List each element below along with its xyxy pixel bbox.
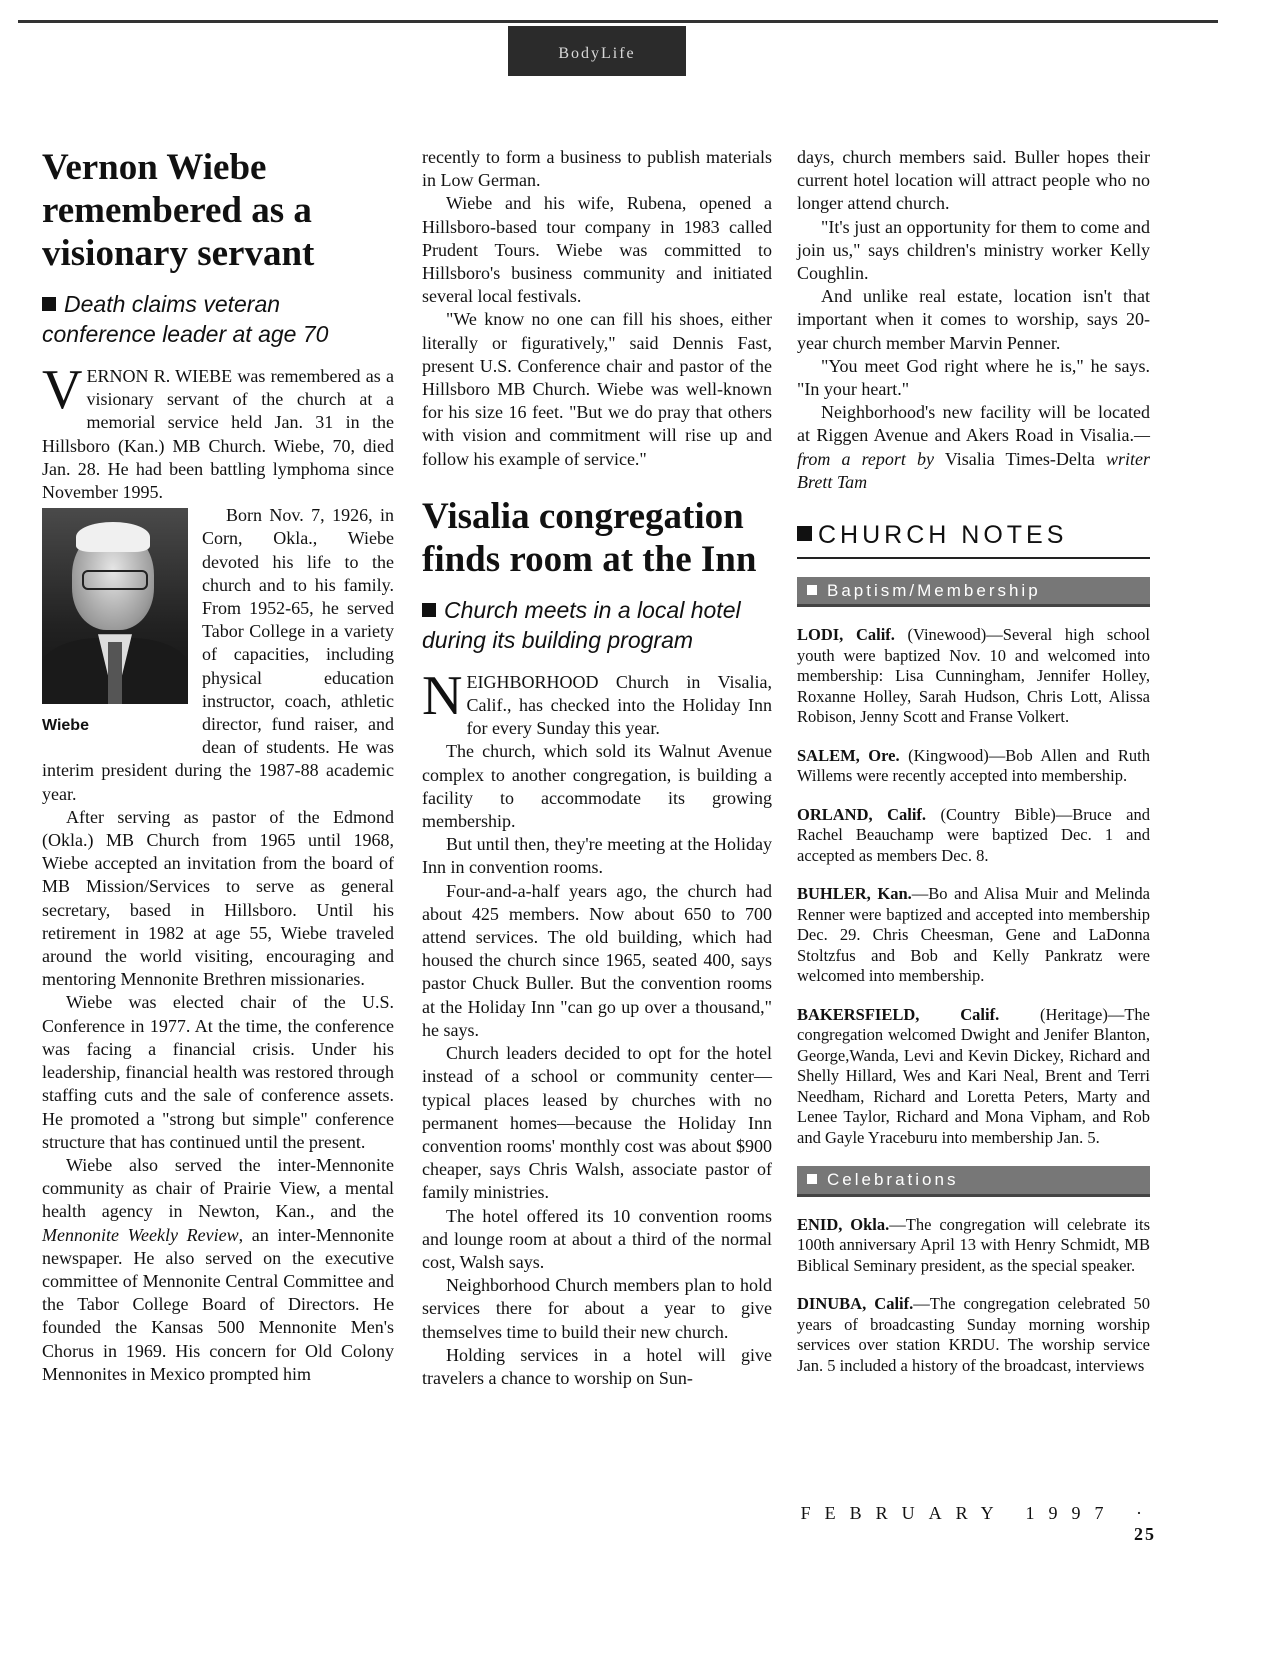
- article2-paragraph: Church leaders decided to opt for the hotel instead of a school or community center—typical places leased by churches with no permanent homes—because the Holiday Inn convention rooms' monthly cost was about $900 cheaper, says Chris Walsh, associate pastor of family ministries.: [422, 1043, 772, 1203]
- note-item: LODI, Calif. (Vinewood)—Several high school youth were baptized Nov. 10 and welcomed into membership: Lisa Cunningham, Jennifer Holley, Roxanne Holley, Sarah Hudson, Chris Lott, Alissa Robison, Jenny Scott and Franse Volkert.: [797, 625, 1150, 727]
- article1-lead: VERNON R. WIEBE was remembered as a visionary servant of the church at a memorial service held Jan. 31 in the Hillsboro (Kan.) MB Church. Wiebe, 70, died Jan. 28. He had been battling lymphoma since November 1995.: [42, 359, 394, 503]
- article1-deck: Death claims veteran conference leader at age 70: [42, 291, 329, 347]
- portrait-photo: [42, 508, 188, 704]
- article2-paragraph: Holding services in a hotel will give travelers a chance to worship on Sun-: [422, 1344, 772, 1388]
- bullet-square-icon: [797, 526, 812, 541]
- dropcap: V: [42, 359, 83, 421]
- article2-continued: "You meet God right where he is," he says. "In your heart.": [797, 355, 1150, 400]
- dropcap: N: [422, 664, 463, 727]
- article1-paragraph: Born Nov. 7, 1926, in Corn, Okla., Wiebe devoted his life to the church and to his family. From 1952-65, he served Tabor College in a variety of capacities, including physical education instructor, coach, athletic director, fund raiser, and dean of students. He was interim president during the 1987-88 academic year.: [42, 505, 394, 804]
- article1-paragraph: Wiebe was elected chair of the U.S. Conference in 1977. At the time, the conference was facing a financial crisis. Under his leadership, financial health was restored through staffing cuts and the sale of conference assets. He promoted a "strong but simple" conference structure that has continued until the present.: [42, 992, 394, 1152]
- article2-lead: NEIGHBORHOOD Church in Visalia, Calif., has checked into the Holiday Inn for every Sunday this year.: [422, 664, 772, 739]
- section-bar-baptism: Baptism/Membership: [797, 577, 1150, 607]
- bullet-square-icon: [807, 1174, 817, 1184]
- page-footer: FEBRUARY 1997 · 25: [800, 1503, 1156, 1544]
- article2-headline: Visalia congregation finds room at the Inn: [422, 495, 757, 580]
- article2-deck: Church meets in a local hotel during its building program: [422, 596, 741, 653]
- article1-paragraph: After serving as pastor of the Edmond (Okla.) MB Church from 1965 until 1968, Wiebe accepted an invitation from the board of MB Mission/Services to serve as general secretary, based in Hillsboro. Until his retirement in 1982 at age 55, Wiebe traveled around the world visiting, encouraging and mentoring Mennonite Brethren missionaries.: [42, 806, 394, 990]
- article1-headline: Vernon Wiebe remembered as a visionary servant: [42, 147, 315, 274]
- section-tab: BodyLife: [508, 26, 686, 76]
- section-bar-celebrations: Celebrations: [797, 1166, 1150, 1196]
- bullet-square-icon: [422, 603, 436, 617]
- note-item: SALEM, Ore. (Kingwood)—Bob Allen and Ruth Willems were recently accepted into membership.: [797, 745, 1150, 786]
- column-1: [42, 146, 394, 1386]
- article1-continued: recently to form a business to publish materials in Low German.: [422, 147, 772, 191]
- photo-caption: Wiebe: [42, 717, 89, 735]
- column-2: [422, 146, 772, 1390]
- column-3: [797, 146, 1150, 1394]
- photo-block: [42, 508, 190, 737]
- article2-paragraph: Neighborhood Church members plan to hold services there for about a year to give themselves time to build their new church.: [422, 1275, 772, 1342]
- article2-continued: "It's just an opportunity for them to come and join us," says children's ministry worker Kelly Coughlin.: [797, 216, 1150, 284]
- note-item: ORLAND, Calif. (Country Bible)—Bruce and Rachel Beauchamp were baptized Dec. 1 and accepted as members Dec. 8.: [797, 804, 1150, 865]
- article2-paragraph: The hotel offered its 10 convention rooms and lounge room at about a third of the normal cost, Walsh says.: [422, 1205, 772, 1272]
- note-item: DINUBA, Calif.—The congregation celebrated 50 years of broadcasting Sunday morning worship services over station KRDU. The worship service Jan. 5 included a history of the broadcast, interviews: [797, 1294, 1150, 1375]
- article2-paragraph: Four-and-a-half years ago, the church had about 425 members. Now about 650 to 700 attend services. The old building, which had housed the church since 1965, seated 400, says pastor Chuck Buller. But the convention rooms at the Holiday Inn "can go up over a thousand," he says.: [422, 880, 772, 1040]
- article1-paragraph: Wiebe also served the inter-Mennonite community as chair of Prairie View, a mental health agency in Newton, Kan., and the Mennonite Weekly Review, an inter-Mennonite newspaper. He also served on the executive committee of Mennonite Central Committee and the Tabor College Board of Directors. He founded the Kansas 500 Mennonite Men's Chorus in 1969. His concern for Old Colony Mennonites in Mexico prompted him: [42, 1154, 394, 1384]
- article1-continued: Wiebe and his wife, Rubena, opened a Hillsboro-based tour company in 1983 called Prudent Tours. Wiebe was committed to Hillsboro's business community and initiated several local festivals.: [422, 193, 772, 307]
- article1-continued: "We know no one can fill his shoes, either literally or figuratively," said Dennis Fast, present U.S. Conference chair and pastor of the Hillsboro MB Church. Wiebe was well-known for his size 16 feet. "But we do pray that others with vision and commitment will rise up and follow his example of service.": [422, 309, 772, 469]
- article2-paragraph: But until then, they're meeting at the Holiday Inn in convention rooms.: [422, 834, 772, 878]
- note-item: BAKERSFIELD, Calif. (Heritage)—The congregation welcomed Dwight and Jenifer Blanton, George,Wanda, Levi and Kevin Dickey, Richard and Shelly Hillard, Wes and Kari Neal, Brent and Terri Needham, Richard and Loretta Peters, Marty and Lenee Taylor, Richard and Mona Vipham, and Rob and Gayle Yraceburu into membership Jan. 5.: [797, 1004, 1150, 1147]
- church-notes-heading: CHURCH NOTES: [797, 524, 1150, 559]
- article2-paragraph: The church, which sold its Walnut Avenue complex to another congregation, is building a facility to accommodate its growing membership.: [422, 741, 772, 832]
- bullet-square-icon: [807, 585, 817, 595]
- article2-closing: Neighborhood's new facility will be located at Riggen Avenue and Akers Road in Visalia.—from a report by Visalia Times-Delta writer Brett Tam: [797, 402, 1150, 492]
- page-number: 25: [1134, 1524, 1156, 1544]
- article2-continued: And unlike real estate, location isn't that important when it comes to worship, says 20-year church member Marvin Penner.: [797, 286, 1150, 353]
- top-rule: [18, 20, 1218, 23]
- note-item: ENID, Okla.—The congregation will celebrate its 100th anniversary April 13 with Henry Schmidt, MB Biblical Seminary president, as the special speaker.: [797, 1214, 1150, 1275]
- article2-continued: days, church members said. Buller hopes their current hotel location will attract people who no longer attend church.: [797, 147, 1150, 214]
- note-item: BUHLER, Kan.—Bo and Alisa Muir and Melinda Renner were baptized and accepted into membership Dec. 29. Chris Cheesman, Gene and LaDonna Stoltzfus and Bob and Kelly Pankratz were welcomed into membership.: [797, 884, 1150, 986]
- bullet-square-icon: [42, 297, 56, 311]
